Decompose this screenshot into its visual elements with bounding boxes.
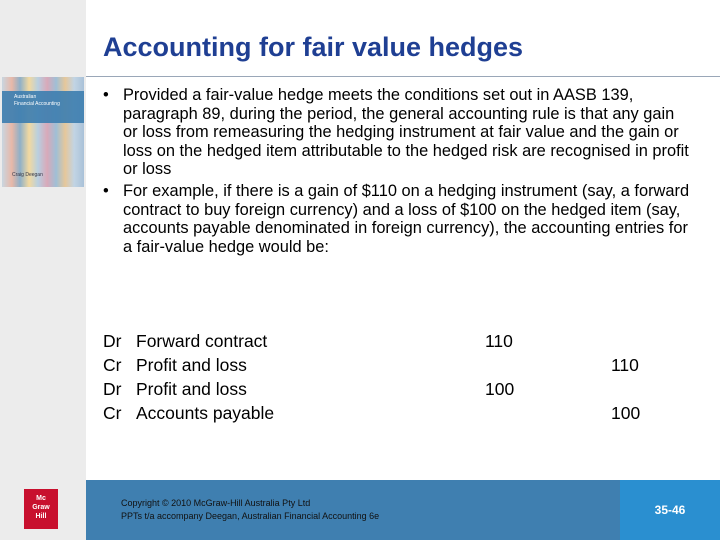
bullet-text: For example, if there is a gain of $110 on a hedging instrument (say, a forward contract to buy foreign currency) and a loss of $100 on the hedged item (say, accounts payable denominated in foreign currency), the accounting entries for a fair-value hedge would be:: [123, 181, 690, 256]
journal-entry-row: [103, 403, 663, 427]
entry-account: Forward contract: [136, 331, 268, 351]
entry-type: Dr: [103, 379, 122, 399]
journal-entry-row: [103, 379, 663, 403]
cover-title: [14, 94, 60, 108]
mcgraw-hill-logo: [24, 489, 58, 529]
copyright-text: Copyright © 2010 McGraw-Hill Australia Pty Ltd: [121, 498, 311, 508]
entry-credit: 110: [611, 355, 639, 375]
logo-line2: Graw: [32, 504, 50, 511]
entry-credit: 100: [611, 403, 641, 423]
bullet-item: [103, 182, 693, 256]
entry-account: Accounts payable: [136, 403, 275, 423]
page-number: 35-46: [654, 503, 686, 517]
title-divider: [86, 76, 720, 77]
entry-debit: 110: [485, 331, 513, 351]
bullet-list: [103, 86, 693, 259]
logo-line3: Hill: [35, 513, 47, 520]
cover-title-line1: Australian: [14, 94, 37, 100]
bullet-text: Provided a fair-value hedge meets the conditions set out in AASB 139, paragraph 89, during the period, the general accounting rule is that any gain or loss from remeasuring the hedging instrument at fair value and the gain or loss on the hedged item attributable to the hedged risk are recognised in profit or loss: [123, 86, 689, 179]
entry-debit: 100: [485, 379, 515, 399]
entry-type: Dr: [103, 331, 122, 351]
cover-title-line2: Financial Accounting: [14, 101, 60, 107]
book-cover-image: [2, 77, 84, 187]
journal-entries: [103, 331, 663, 427]
entry-account: Profit and loss: [136, 355, 247, 375]
journal-entry-row: [103, 355, 663, 379]
journal-entry-row: [103, 331, 663, 355]
logo-text: [24, 494, 58, 521]
footer-text: [121, 497, 379, 523]
entry-type: Cr: [103, 355, 122, 375]
entry-account: Profit and loss: [136, 379, 247, 399]
bullet-dot: •: [103, 181, 109, 200]
ppts-text: PPTs t/a accompany Deegan, Australian Financial Accounting 6e: [121, 511, 380, 521]
bullet-dot: •: [103, 86, 109, 104]
slide-title: Accounting for fair value hedges: [103, 32, 524, 62]
bullet-item: [103, 86, 693, 179]
logo-line1: Mc: [36, 495, 46, 502]
cover-author: Craig Deegan: [12, 172, 43, 178]
entry-type: Cr: [103, 403, 122, 423]
